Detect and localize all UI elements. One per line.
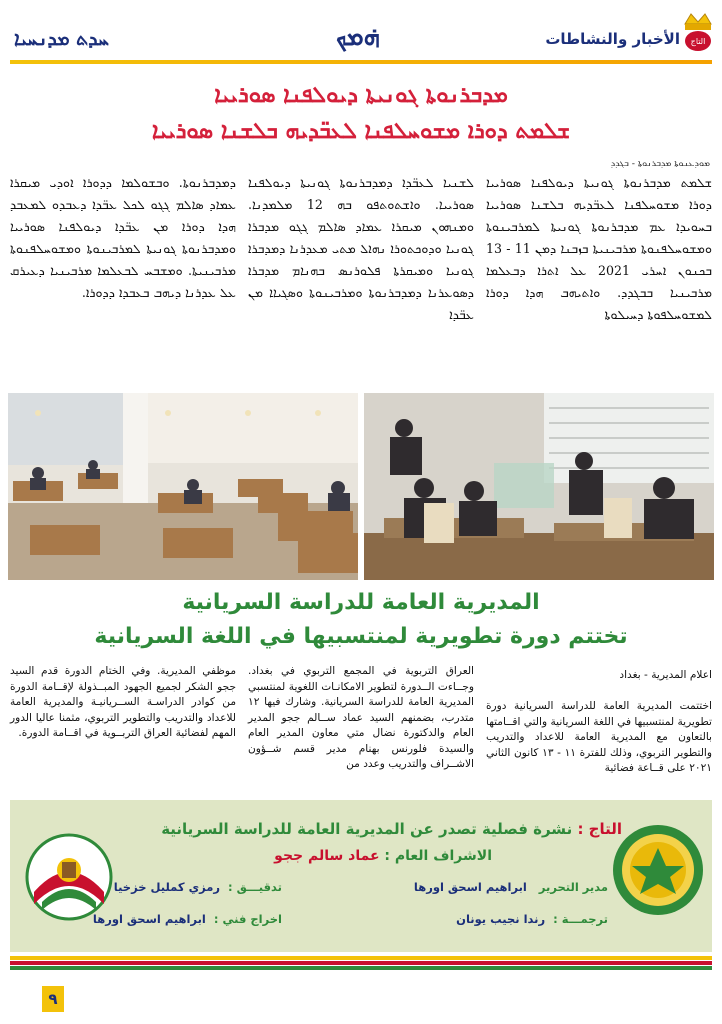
- masthead-label: التاج :: [577, 820, 622, 838]
- stripe-red: [10, 961, 712, 965]
- iraq-emblem-logo: [24, 832, 114, 922]
- header-divider: [10, 60, 712, 64]
- header-left-title: ܚܕܬ ܡܕܢܚܝܐ: [14, 28, 109, 50]
- arabic-column-right: اعلام المديرية - بغداد اختتمت المديرية العامة للدراسة السريانية دورة تطويرية لمنتسبيها في اللغة السريانية والتي اقــامتها بالتعاون مع المديرية العامة للاعداد والتدريب والتطوير التربوي، وذلك للفترة ١١ - ١٣ كانون الثاني ٢٠٢١ على قــاعة فضائية: [485, 669, 712, 774]
- syriac-title-line2: ܫܠܡܬ ܕܘܪܐ ܡܫܘܚܠܦܢܐ ܠܥܒ̈ܕܝܗ ܒܠܫܢܐ ܣܘܪܝܝܐ: [151, 118, 571, 144]
- page-header: [0, 0, 722, 64]
- arabic-column-left: موظفي المديرية. وفي الختام الدورة قدم السيد ججو الشكر لجميع الجهود المبــذولة لإقــامة الدورة من كوادر الدراسـة الســريانيـة والمديرية العامة للاعداد والتدريب والتطوير التربوي، مثمنا عاليا الدور المهم لفضائية العراق التربــوية في اقــامة الدورة.: [10, 665, 236, 739]
- editor-line: [414, 880, 608, 894]
- page-number: ٩: [42, 986, 64, 1012]
- stripe-green: [10, 966, 712, 970]
- classroom-photo-right: [364, 393, 714, 580]
- crown-logo-icon: [682, 10, 714, 54]
- header-center-title: ܗ݁ܡܟ: [336, 22, 380, 52]
- arabic-title-line1: المديرية العامة للدراسة السريانية: [182, 590, 540, 615]
- arabic-column-middle: العراق التربوية في المجمع التربوي في بغداد. وجــاءت الــدورة لتطوير الامكانـات اللغوية لمنتسبي المديرية العامة للدراسة السريانية. وشارك فيها ١٢ متدرب، بضمنهم السيد عماد ســالم ججو المدير العام والدكتورة نضال متي معاون المدير العام والسيدة فلورنس بهنام مدير قسم شــؤون الاشــراف والتدريب وعدد من: [248, 665, 474, 770]
- supervisor-label: الاشراف العام :: [384, 848, 492, 864]
- masthead-description: نشرة فصلية تصدر عن المديرية العامة للدراسة السريانية: [161, 820, 573, 838]
- supervisor-name: عماد سالم ججو: [274, 848, 380, 864]
- translation-name: رندا نجيب يونان: [456, 912, 546, 926]
- syriac-byline: ܡܘܕܥܢܘܬܐ ܡܕܒܪܢܘܬܐ - ܒܓܕܕ: [610, 159, 710, 169]
- audit-line: [114, 880, 282, 894]
- syriac-column-middle: ܠܫܢܝܐ ܠܥܒ̈ܕܐ ܕܡܕܒܪܢܘܬܐ ܓܘܢܝܬܐ ܕܝܘܠܦܢܐ ܣܘܪܝܝܐ. ܘܐܫܬܘܬܦܘ ܒܗ 12 ܡܠܡܕܢܐ. ܘܡܢܗܘܢ ܡܝܩܪܐ ܥܡܐܕ ܣܐܠܡ ܓܓܘ ܡܕܒܪܐ ܓܘܢܝܐ ܘܕܘܟܬܘܪܐ ܢܗܐܠ ܡܬܝ ܡܥܕܪܢܐ ܕܡܕܒܪܐ ܓܘܢܝܐ ܘܡܝܩܪܬܐ ܦܠܘܪܢܣ ܒܗܢܐܡ ܡܕܒܪܐ ܕܣܘܥܪܢܐ ܕܡܕܒܪܢܘܬܐ ܘܡܪܒܝܢܘܬܐ ܘܣܓܝܐܐ ܡܢ ܥܒ̈ܕܐ: [248, 175, 474, 322]
- header-section-title: الأخبار والنشاطات: [545, 30, 680, 48]
- audit-name: رمزي كمليل خزخيا: [113, 880, 221, 894]
- supervisor-line: [274, 848, 492, 864]
- masthead-heading: [161, 820, 622, 838]
- translation-line: [456, 912, 608, 926]
- ministry-emblem-logo: [610, 822, 706, 918]
- logo-text: التاج: [690, 37, 706, 46]
- syriac-column-right: ܫܠܡܬ ܡܕܒܪܢܘܬܐ ܓܘܢܝܬܐ ܕܝܘܠܦܢܐ ܣܘܪܝܝܐ ܕܘܪܐ ܡܫܘܚܠܦܢܐ ܠܥܒ̈ܕܝܗ ܒܠܫܢܐ ܣܘܪܝܝܐ ܒܚܘܝܕܐ ܥܡ ܡܕܒܪܢܘܬܐ ܓܘܢܝܬܐ ܠܡܪܒܝܢܘܬܐ ܘܡܫܘܚܠܦܢܘܬܐ ܡܪܒܝܢܝܬܐ ܒܙܒܢܐ ܕܡܢ 11 - 13 ܒܟܢܘܢ ܐܚܪܝ 2021 ܥܠ ܐܬܪܐ ܕܒܥܠܡܐ ܡܪܒܝܢܝܐ ܒܒܓܕܕ. ܘܐܬܝܗܒ ܗܕܐ ܕܘܪܐ ܠܡܫܘܚܠܦܘܬܐ ܕܚܝܠܘܬܐ: [486, 175, 712, 322]
- syriac-title-line1: ܡܕܒܪܢܘܬܐ ܓܘܢܝܬܐ ܕܝܘܠܦܢܐ ܣܘܪܝܝܐ: [214, 82, 508, 108]
- audit-label: تدقيـــق :: [228, 880, 282, 894]
- design-label: اخراج فني :: [213, 912, 282, 926]
- editor-name: ابراهيم اسحق اورها: [413, 880, 527, 894]
- stripe-yellow: [10, 956, 712, 960]
- classroom-photo-left: [8, 393, 358, 580]
- arabic-title-line2: تختتم دورة تطويرية لمنتسبيها في اللغة السريانية: [94, 624, 628, 649]
- editor-label: مدير التحرير: [538, 880, 608, 894]
- syriac-column-left: ܕܡܕܒܪܢܘܬܐ. ܘܒܫܘܠܡܐ ܕܕܘܪܐ ܐܘܕܝ ܡܝܩܪܐ ܥܡܐܕ ܣܐܠܡ ܓܓܘ ܠܟܠ ܥܒ̈ܕܐ ܕܥܒܕܘ ܠܡܥܒܕ ܗܕܐ ܕܘܪܐ ܡܢ ܥܒ̈ܕܐ ܕܝܘܠܦܢܐ ܣܘܪܝܝܐ ܘܡܕܒܪܢܘܬܐ ܓܘܢܝܬܐ ܠܡܪܒܝܢܘܬܐ ܘܡܫܘܚܠܦܢܘܬܐ ܡܪܒܝܢܝܬܐ. ܘܡܫܒܚ ܠܒܥܠܡܐ ܡܪܒܝܢܝܐ ܕܥܝܪܩ ܥܠ ܥܕܪܢܐ ܕܝܗܒ ܒܥܒܕܐ ܕܕܘܪܐ.: [10, 175, 236, 300]
- translation-label: ترجمـــة :: [553, 912, 608, 926]
- design-name: ابراهيم اسحق اورها: [92, 912, 206, 926]
- masthead-box: [10, 800, 712, 952]
- design-line: [93, 912, 282, 926]
